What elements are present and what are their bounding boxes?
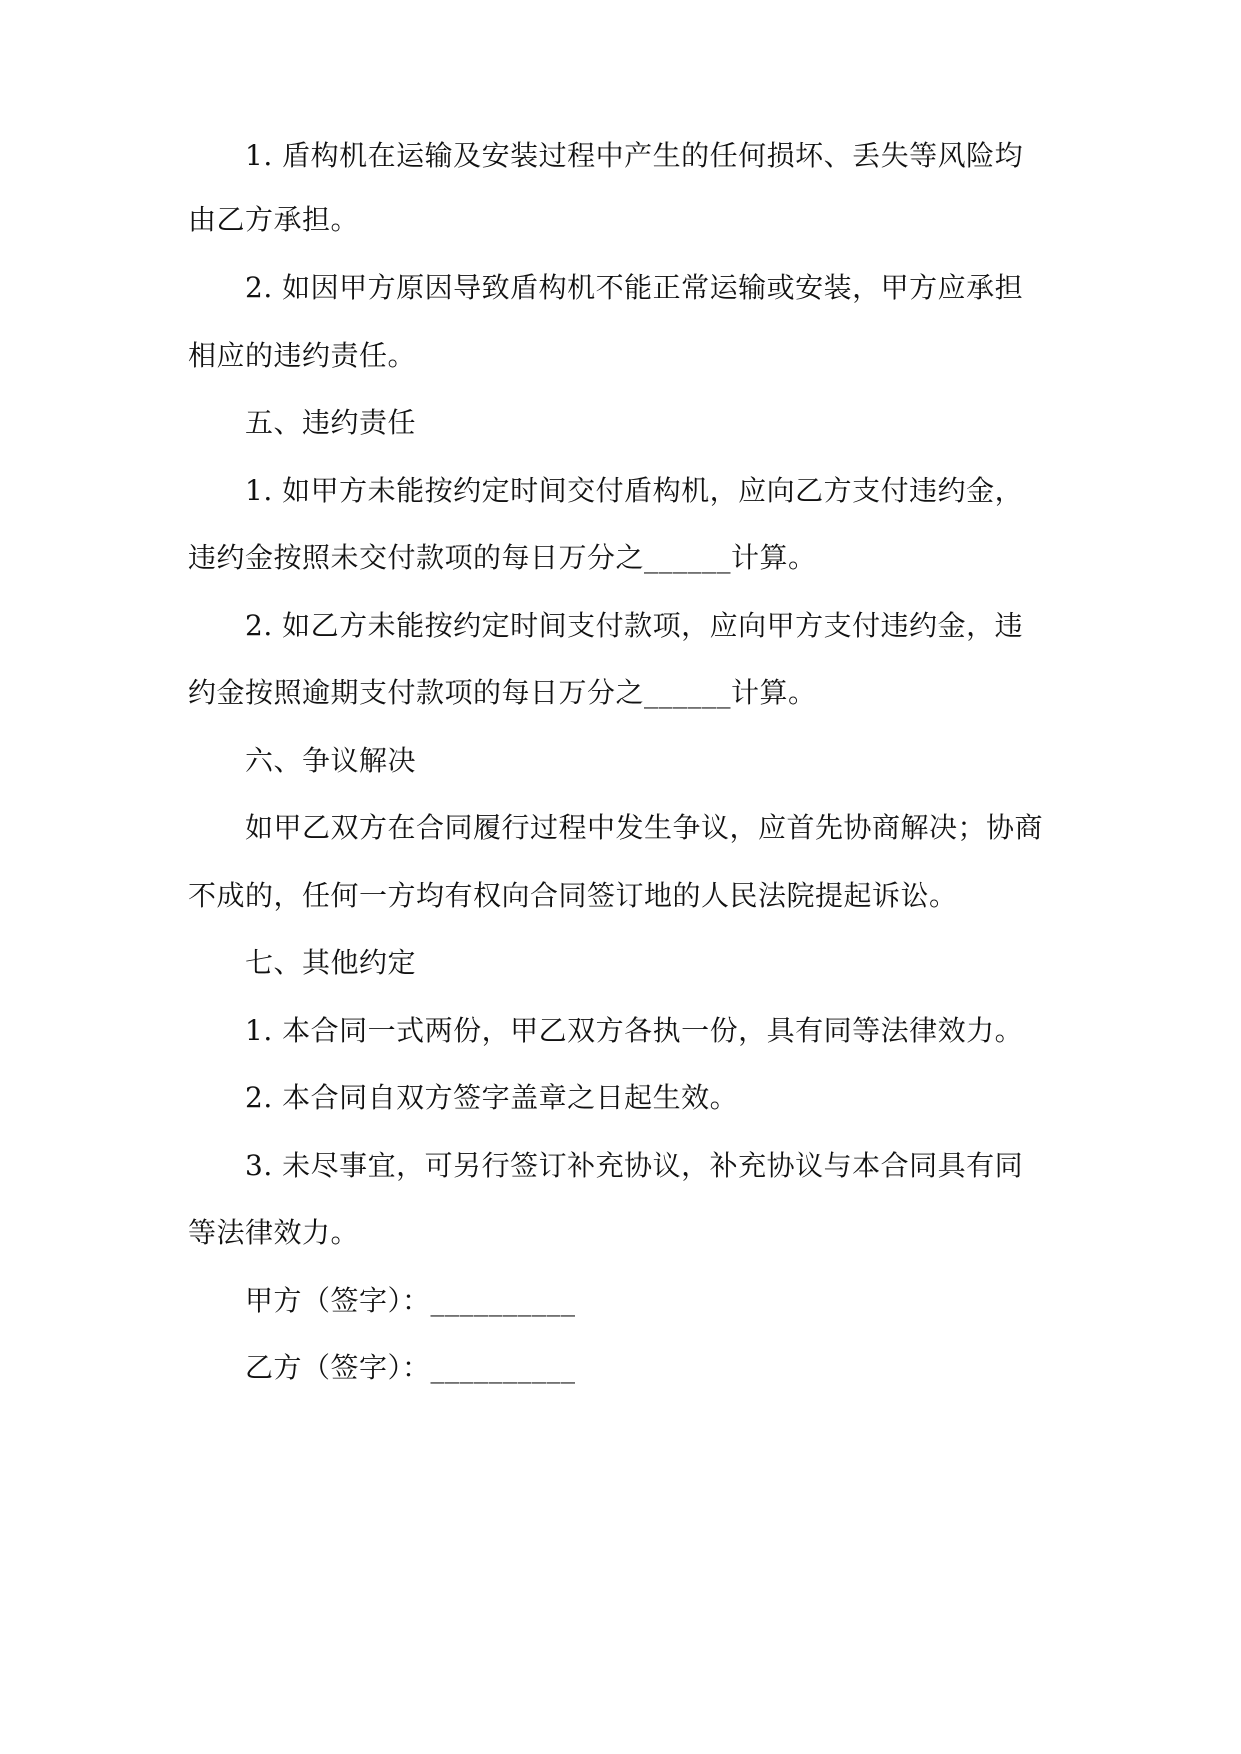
clause-4-1-line-1: 1. 盾构机在运输及安装过程中产生的任何损坏、丢失等风险均: [245, 139, 1024, 172]
clause-5-2-line-2: 约金按照逾期支付款项的每日万分之______计算。: [188, 676, 817, 709]
clause-7-2: 2. 本合同自双方签字盖章之日起生效。: [245, 1081, 739, 1114]
clause-5-1-line-2: 违约金按照未交付款项的每日万分之______计算。: [188, 541, 817, 574]
section-heading-7: 七、其他约定: [245, 946, 417, 979]
section-heading-6: 六、争议解决: [245, 744, 417, 777]
clause-7-1: 1. 本合同一式两份，甲乙双方各执一份，具有同等法律效力。: [245, 1014, 1024, 1047]
party-b-signature: 乙方（签字）：__________: [245, 1351, 576, 1384]
clause-5-1-line-1: 1. 如甲方未能按约定时间交付盾构机，应向乙方支付违约金，: [245, 474, 1024, 507]
clause-5-2-line-1: 2. 如乙方未能按约定时间支付款项，应向甲方支付违约金，违: [245, 609, 1024, 642]
clause-6-line-1: 如甲乙双方在合同履行过程中发生争议，应首先协商解决；协商: [245, 811, 1044, 844]
clause-4-2-line-2: 相应的违约责任。: [188, 339, 417, 372]
clause-6-line-2: 不成的，任何一方均有权向合同签订地的人民法院提起诉讼。: [188, 879, 958, 912]
clause-7-3-line-1: 3. 未尽事宜，可另行签订补充协议，补充协议与本合同具有同: [245, 1149, 1024, 1182]
clause-4-1-line-2: 由乙方承担。: [188, 203, 360, 236]
section-heading-5: 五、违约责任: [245, 406, 417, 439]
party-a-signature: 甲方（签字）：__________: [245, 1284, 576, 1317]
clause-7-3-line-2: 等法律效力。: [188, 1216, 360, 1249]
clause-4-2-line-1: 2. 如因甲方原因导致盾构机不能正常运输或安装，甲方应承担: [245, 271, 1024, 304]
